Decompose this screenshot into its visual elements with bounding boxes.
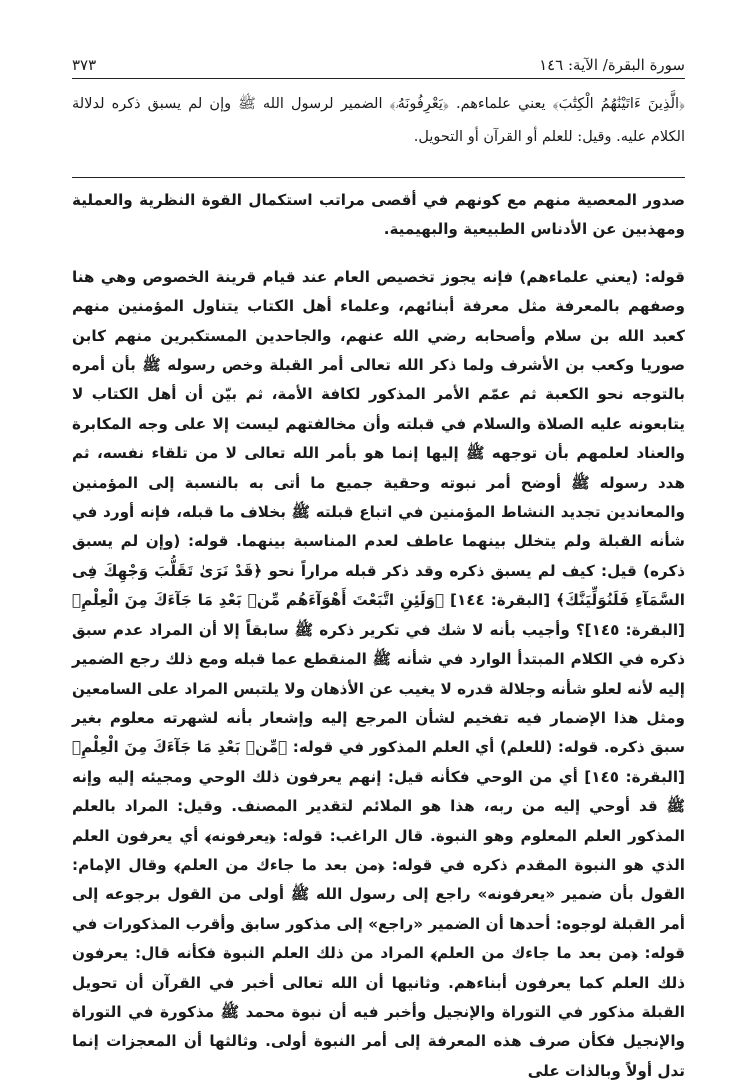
page-number: ٣٧٣ (72, 56, 97, 74)
commentary-text: ﴿يعرفونه﴾ أي يعرفون العلم الذي هو النبوة المقدم ذكره في قوله: ﴿من بعد ما جاءك من العلم﴾ وقال الإمام: القول بأن ضمير «يعرفونه» راجع إلى رسول الله ﷺ أولى من القول برجوعه إلى أمر القبلة لوجوه: أحدها أن الضمير «راجع» إلى مذكور سابق وأقرب المذكورات في قوله: ﴿من بعد ما جاءك من العلم﴾ المراد من ذلك العلم النبوة فكأنه قال: يعرفون ذلك العلم كما يعرفون أبناءهم. وثانيها أن الله تعالى أخبر في القرآن أن تحويل القبلة مذكور في التوراة والإنجيل وأخبر فيه أن نبوة محمد ﷺ مذكورة في التوراة والإنجيل فكأن صرف هذه المعرفة إلى أمر النبوة أولى. وثالثها أن المعجزات إنما تدل أولاً وبالذات على (72, 826, 685, 1080)
qawluhu-keyword: قوله: (644, 267, 685, 286)
hashiya-commentary (72, 186, 685, 1086)
qawluhu-keyword: قوله: (557, 738, 599, 757)
qawluhu-keyword: قوله: (187, 532, 229, 551)
commentary-text: (للعلم) أي العلم المذكور في قوله: ﴿مِّنۢ بَعْدِ مَا جَآءَكَ مِنَ الْعِلْمِ﴾ [البقرة: ١٤٥] أي من الوحي فكأنه قيل: إنهم يعرفون ذلك الوحي ومجيئه إليه وإنه ﷺ قد أوحي إليه من ربه، هذا هو الملائم لتقدير المصنف. وقيل: المراد بالعلم المذكور العلم المعلوم وهو النبوة. قال الراغب: (72, 738, 685, 845)
gloss-text: ﴿الَّذِينَ ءَاتَيْنَٰهُمُ الْكِتَٰبَ﴾ يعني علماءهم. ﴿يَعْرِفُونَهُۥ﴾ الضمير لرسول الله ﷺ وإن لم يسبق ذكره لدلالة الكلام عليه. وقيل: للعلم أو القرآن أو التحويل. (72, 96, 685, 145)
commentary-text: (وإن لم يسبق ذكره) قيل: كيف لم يسبق ذكره وقد ذكر قبله مراراً نحو ﴿قَدْ نَرَىٰ تَقَلُّبَ وَجْهِكَ فِى السَّمَآءِ فَلَنُوَلِّيَنَّكَ﴾ [البقرة: ١٤٤] ﴿وَلَئِنِ اتَّبَعْتَ أَهْوَآءَهُم مِّنۢ بَعْدِ مَا جَآءَكَ مِنَ الْعِلْمِ﴾ [البقرة: ١٤٥]؟ وأجيب بأنه لا شك في تكرير ذكره ﷺ سابقاً إلا أن المراد عدم سبق ذكره في الكلام المبتدأ الوارد في شأنه ﷺ المنقطع عما قبله ومع ذلك رجع الضمير إليه لأنه لعلو شأنه وجلالة قدره لا يغيب عن الأذهان ولا يلتبس المراد على السامعين ومثل هذا الإضمار فيه تفخيم لشأن المرجع إليه وإشعار بأنه لشهرته معلوم بغير سبق ذكره. (72, 532, 685, 757)
page-header (72, 44, 685, 79)
qawluhu-keyword: قوله: (282, 826, 323, 845)
commentary-paragraph (72, 263, 685, 1086)
commentary-text: (يعني علماءهم) فإنه يجوز تخصيص العام عند قيام قرينة الخصوص وهي هنا وصفهم بالمعرفة مثل معرفة أبنائهم، وعلماء أهل الكتاب يتناول المؤمنين منهم كعبد الله بن سلام وأصحابه رضي الله عنهم، والجاحدين المستكبرين منهم كابن صوريا وكعب بن الأشرف ولما ذكر الله تعالى أمر القبلة وخص رسوله ﷺ بأن أمره بالتوجه نحو الكعبة ثم عمّم الأمر المذكور لكافة الأمة، ثم بيّن أن أهل الكتاب لا يتابعونه عليه الصلاة والسلام في قبلته وأن مخالفتهم ليست إلا على وجه المكابرة والعناد لعلمهم بأن توجهه ﷺ إليها إنما هو بأمر الله تعالى لا من تلقاء نفسه، ثم هدد رسوله ﷺ أوضح أمر نبوته وحقية جميع ما أتى به بالنسبة إلى المؤمنين والمعاندين تجديد النشاط المؤمنين في اتباع قبلته ﷺ بخلاف ما قبله، فإنه أورد في شأنه القبلة ولم يتخلل بينهما عاطف لعدم المناسبة بينهما. (72, 267, 685, 551)
surah-verse-title: سورة البقرة/ الآية: ١٤٦ (539, 56, 685, 74)
commentary-intro: صدور المعصية منهم مع كونهم في أقصى مراتب استكمال القوة النظرية والعملية ومهذبين عن الأدناس الطبيعية والبهيمية. (72, 191, 685, 239)
tafsir-gloss-block (72, 88, 685, 154)
section-divider (72, 177, 685, 178)
